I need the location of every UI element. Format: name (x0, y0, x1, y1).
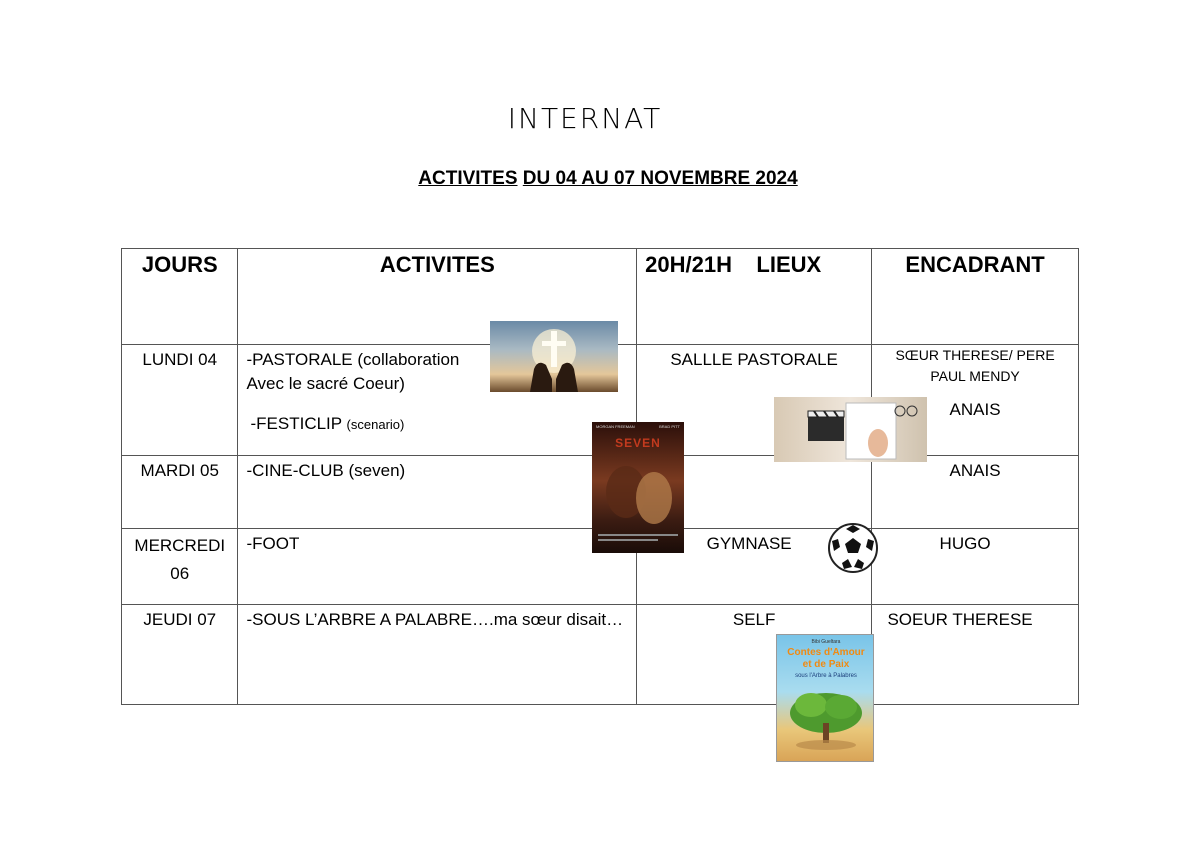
row-encadrant: ANAIS (872, 456, 1079, 529)
row-day: JEUDI 07 (122, 605, 238, 705)
book-subtitle: sous l'Arbre à Palabres (795, 673, 857, 679)
row-activity: -SOUS L’ARBRE A PALABRE….ma sœur disait… (238, 605, 637, 705)
row-day (122, 529, 238, 605)
day-line: 06 (170, 564, 190, 583)
cross-hands-image (490, 321, 618, 392)
activity-main: -FESTICLIP (250, 414, 342, 433)
page-title: INTERNAT (507, 102, 663, 135)
row-day: LUNDI 04 (122, 345, 238, 456)
clapperboard-image (774, 397, 927, 462)
header-encadrant: ENCADRANT (872, 249, 1079, 345)
seven-poster-image (592, 422, 684, 553)
row-lieu: SALLLE PASTORALE (637, 345, 872, 456)
table-row (122, 605, 1079, 705)
activity-line: -PASTORALE (collaboration (246, 350, 460, 369)
subtitle-activites: ACTIVITES (418, 168, 518, 189)
row-lieu: GYMNASE (637, 529, 872, 605)
encadrant-line: PAUL MENDY (930, 368, 1020, 384)
row-encadrant: HUGO (872, 529, 1079, 605)
header-activites: ACTIVITES (238, 249, 637, 345)
book-cover-image (776, 634, 874, 762)
day-line: MERCREDI (134, 536, 226, 555)
header-jours: JOURS (122, 249, 238, 345)
row-activity: -CINE-CLUB (seven) (238, 456, 637, 529)
row-encadrant: SOEUR THERESE (872, 605, 1079, 705)
activity-festiclip (246, 412, 636, 437)
poster-actor: BRAD PITT (659, 424, 680, 429)
football-icon (828, 523, 878, 573)
poster-title: SEVEN (615, 436, 661, 450)
subtitle-dates: DU 04 AU 07 NOVEMBRE 2024 (522, 168, 798, 189)
book-title: Contes d'Amour et de Paix (787, 647, 865, 670)
encadrant-anais: ANAIS (949, 400, 1001, 419)
row-activity: -FOOT (238, 529, 637, 605)
encadrant-line: SŒUR THERESE/ PERE (895, 347, 1055, 363)
book-author: Bibi Gueltara (811, 639, 841, 645)
header-lieux: 20H/21H LIEUX (637, 249, 872, 345)
page-subtitle (0, 168, 1200, 190)
row-lieu: SELF (637, 605, 872, 705)
row-day: MARDI 05 (122, 456, 238, 529)
activity-note: (scenario) (346, 417, 405, 432)
poster-actor: MORGAN FREEMAN (596, 424, 635, 429)
activity-line: Avec le sacré Coeur) (246, 374, 405, 393)
